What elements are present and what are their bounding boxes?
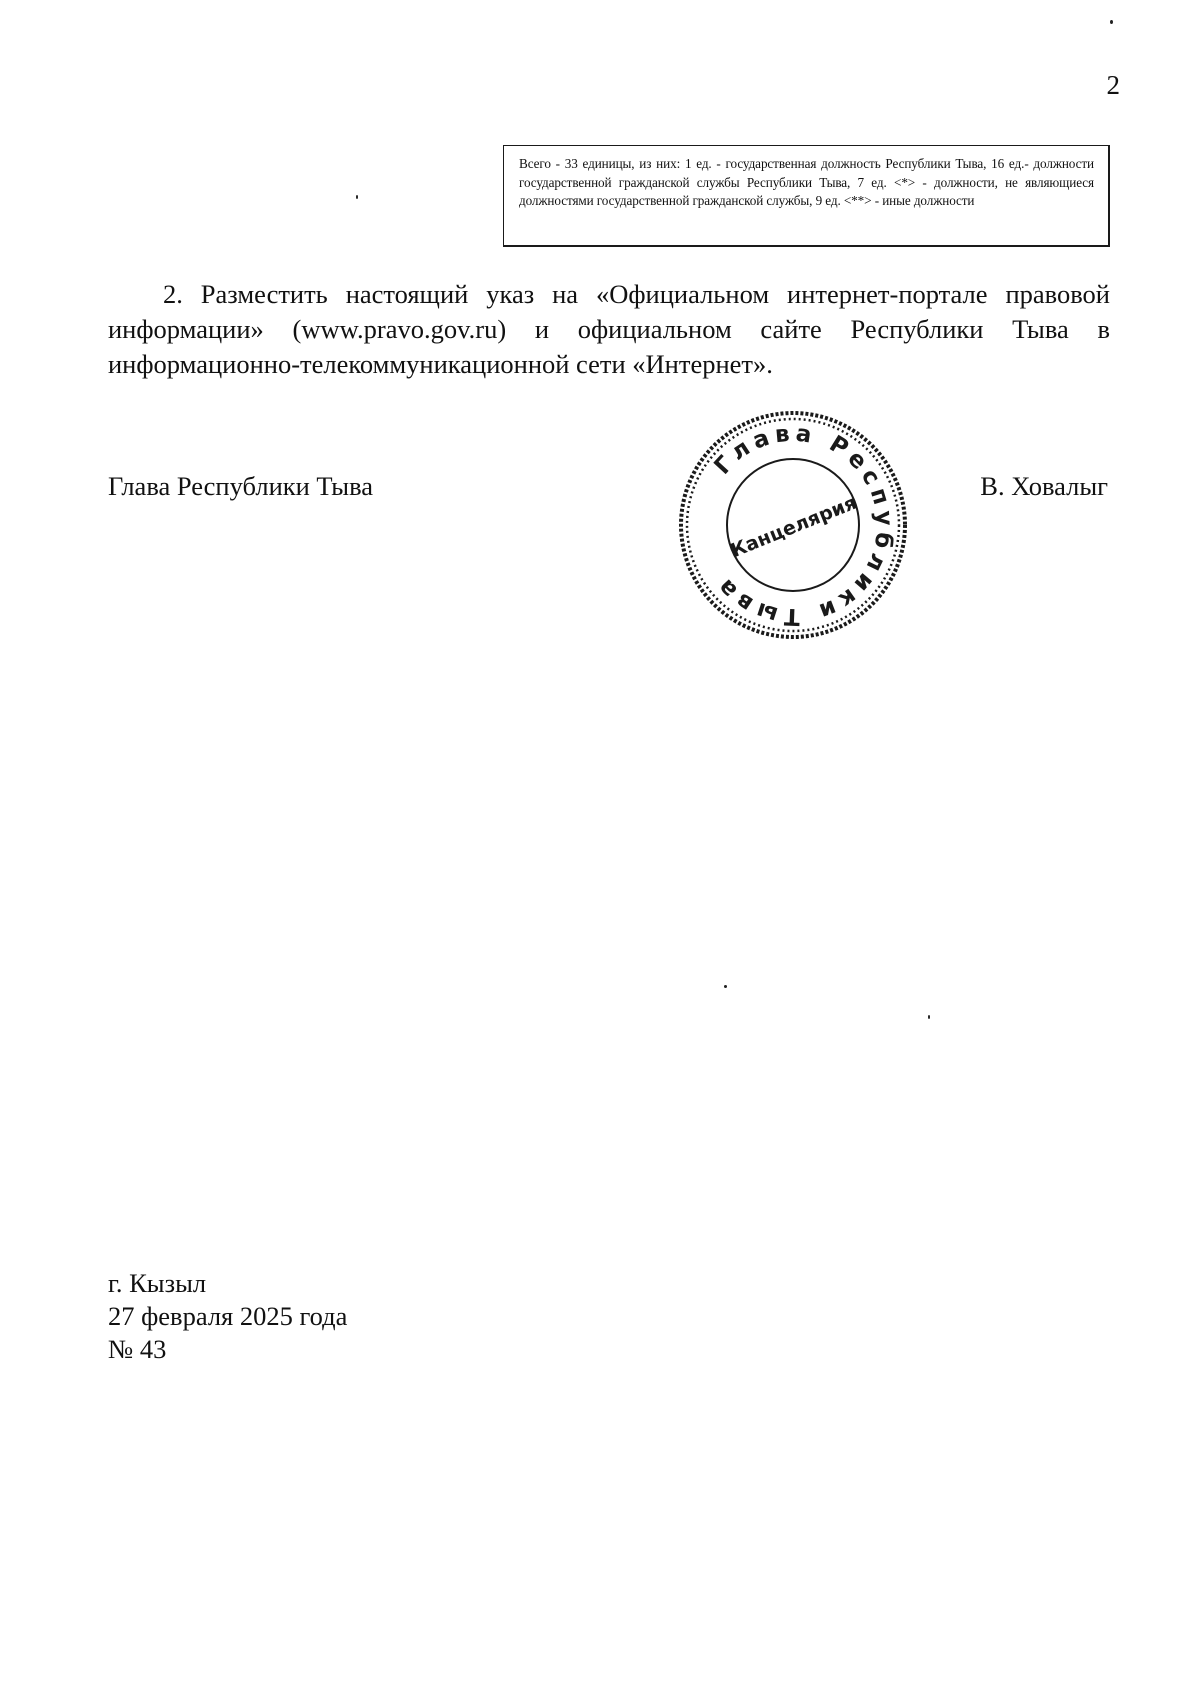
issue-date: 27 февраля 2025 года [108,1301,348,1331]
scan-speck [356,195,358,199]
scan-speck [928,1015,930,1019]
seal-center-text: Канцелярия [727,491,860,563]
signatory-name: В. Ховалыг [980,471,1108,501]
staff-count-text: Всего - 33 единицы, из них: 1 ед. - государственная должность Республики Тыва, 16 ед.- должности государственной гражданской службы Республики Тыва, 7 ед. <*> - должности, не являющиеся должностями государственной гражданской службы, 9 ед. <**> - иные должности [519,156,1094,208]
page-number: 2 [1106,70,1120,100]
document-number: № 43 [108,1334,167,1364]
official-seal [673,405,913,645]
clause-2-paragraph: 2. Разместить настоящий указ на «Официальном интернет-портале правовой информации» (www.pravo.gov.ru) и официальном сайте Республики Тыва в информационно-телекоммуникационной сети «Интернет». [108,279,1110,379]
issue-city: г. Кызыл [108,1268,207,1298]
staff-count-note [503,145,1110,247]
scan-speck [1110,20,1113,24]
signatory-title: Глава Республики Тыва [108,471,374,501]
seal-ring-text: Глава Республики Тыва [709,420,898,630]
scan-speck [724,985,727,988]
document-footer [108,1267,347,1366]
